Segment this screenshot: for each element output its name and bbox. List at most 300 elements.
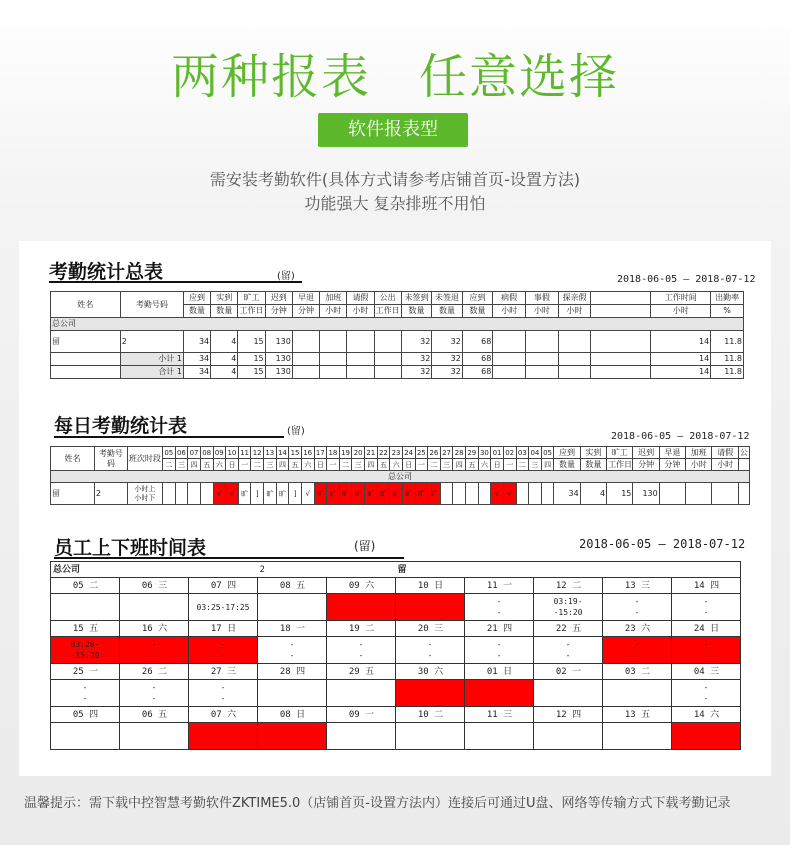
summary-title: 考勤统计总表: [49, 261, 164, 283]
daily-weekday-cell: 五: [289, 459, 302, 471]
tip-text: 温馨提示：需下载中控智慧考勤软件ZKTIME5.0（店铺首页-设置方法内）连接后可通过U盘、网络等传输方式下载考勤记录: [24, 796, 731, 811]
summary-value-cell: 15: [238, 331, 265, 353]
times-company-cell: 总公司: [51, 562, 258, 578]
daily-day-cell: 29: [467, 448, 477, 457]
daily-day-cell: 22: [378, 448, 388, 457]
daily-day-cell: 06: [176, 448, 186, 457]
daily-weekday-cell: 五: [200, 459, 213, 471]
summary-header-cell: 姓名: [51, 292, 121, 318]
summary-range: 2018-06-05 — 2018-07-12: [617, 274, 756, 285]
summary-subheader-cell: 数量: [401, 305, 432, 318]
times-day-cell: 03 二: [603, 664, 672, 680]
daily-total-header: 加班: [686, 447, 712, 459]
times-day-cell: 19 二: [327, 621, 396, 637]
summary-value-cell: 68: [462, 331, 493, 353]
daily-weekday-cell: 四: [541, 459, 554, 471]
times-entry-cell: - -: [258, 637, 327, 664]
daily-total-header: 公: [739, 447, 748, 457]
summary-id-cell: 2: [120, 331, 183, 353]
daily-weekday-cell: 一: [327, 459, 340, 471]
daily-day-cell: 30: [479, 448, 489, 457]
headline-right: 任意选择: [419, 49, 620, 105]
times-empno-cell: 2: [258, 562, 396, 578]
summary-value-cell: [320, 366, 347, 379]
times-entry-cell: [258, 680, 327, 707]
summary-subheader-cell: 小时: [493, 305, 526, 318]
summary-data-row: [51, 353, 744, 366]
times-entry-cell: - -: [189, 637, 258, 664]
times-entry-cell: [465, 680, 534, 707]
summary-value-cell: 4: [211, 366, 238, 379]
summary-header-cell: [591, 292, 651, 305]
daily-weekday-cell: 五: [466, 459, 479, 471]
summary-value-cell: [591, 331, 651, 353]
times-entry-cell: 03:20- -15:20: [51, 637, 120, 664]
daily-total-subheader: 数量: [554, 459, 580, 471]
times-day-cell: 09 一: [327, 707, 396, 723]
install-note: 需安装考勤软件(具体方式请参考店铺首页-设置方法): [209, 170, 581, 189]
summary-value-cell: [493, 331, 526, 353]
times-entry-cell: - -: [603, 637, 672, 664]
daily-day-cell: 15: [290, 448, 300, 457]
summary-value-cell: 4: [211, 331, 238, 353]
summary-subheader-cell: 工作日: [238, 305, 265, 318]
daily-id-header: 考勤号码: [94, 447, 127, 471]
times-entry-cell: - -: [120, 637, 189, 664]
summary-header-cell: 病假: [493, 292, 526, 305]
summary-value-cell: [558, 331, 591, 353]
daily-mark-cell: √: [491, 483, 504, 505]
daily-underline: [54, 436, 284, 438]
summary-value-cell: 32: [432, 353, 463, 366]
times-day-cell: 27 三: [189, 664, 258, 680]
times-day-cell: 30 六: [396, 664, 465, 680]
daily-total-subheader: 小时: [712, 459, 738, 471]
summary-header-cell: 探亲假: [558, 292, 591, 305]
daily-weekday-cell: 三: [264, 459, 277, 471]
summary-value-cell: 68: [462, 353, 493, 366]
daily-day-cell: 07: [189, 448, 199, 457]
daily-weekday-cell: 六: [301, 459, 314, 471]
summary-subheader-cell: 工作日: [374, 305, 401, 318]
summary-header-cell: 未签到: [401, 292, 432, 305]
times-entry-cell: [327, 680, 396, 707]
summary-subheader-cell: [591, 305, 651, 318]
summary-value-cell: 14: [651, 353, 711, 366]
summary-value-cell: 15: [238, 353, 265, 366]
times-entry-row: [51, 680, 741, 707]
daily-weekday-cell: 日: [314, 459, 327, 471]
daily-mark-cell: [541, 483, 554, 505]
times-day-cell: 29 五: [327, 664, 396, 680]
daily-mark-cell: 旷: [327, 483, 340, 505]
daily-mark-cell: √: [503, 483, 516, 505]
summary-value-cell: [374, 366, 401, 379]
summary-value-cell: 34: [183, 353, 210, 366]
summary-value-cell: 130: [265, 366, 292, 379]
daily-id-cell: 2: [94, 483, 127, 505]
daily-shift-header: 班次时段: [127, 447, 162, 471]
daily-day-cell: 26: [429, 448, 439, 457]
summary-value-cell: [558, 353, 591, 366]
summary-data-row: [51, 331, 744, 353]
daily-mark-cell: √: [213, 483, 226, 505]
daily-day-cell: 02: [505, 448, 515, 457]
summary-value-cell: 68: [462, 366, 493, 379]
summary-value-cell: [374, 353, 401, 366]
summary-value-cell: 11.8: [711, 366, 744, 379]
daily-day-cell: 05: [164, 448, 174, 457]
summary-header-cell: 考勤号码: [120, 292, 183, 318]
daily-weekday-cell: 一: [238, 459, 251, 471]
times-day-cell: 14 六: [672, 707, 741, 723]
daily-weekday-cell: 六: [478, 459, 491, 471]
times-day-cell: 26 二: [120, 664, 189, 680]
times-range: 2018-06-05 — 2018-07-12: [579, 537, 746, 551]
daily-weekday-cell: 四: [276, 459, 289, 471]
times-underline: [54, 557, 404, 559]
daily-mark-cell: [440, 483, 453, 505]
daily-range: 2018-06-05 — 2018-07-12: [611, 431, 750, 442]
times-entry-cell: 03:19- -15:20: [534, 594, 603, 621]
daily-weekday-cell: 日: [402, 459, 415, 471]
times-entry-cell: [396, 680, 465, 707]
times-entry-cell: [396, 594, 465, 621]
daily-total-cell: [659, 483, 685, 505]
summary-value-cell: 34: [183, 331, 210, 353]
feature-note: 功能强大 复杂排班不用怕: [304, 194, 486, 213]
times-entry-cell: [534, 723, 603, 750]
times-day-cell: 11 三: [465, 707, 534, 723]
summary-header-cell: 实到: [211, 292, 238, 305]
daily-day-cell: 23: [391, 448, 401, 457]
summary-header-cell: 公出: [374, 292, 401, 305]
summary-value-cell: 130: [265, 353, 292, 366]
daily-mark-cell: 旷: [390, 483, 403, 505]
summary-subheader-cell: 分钟: [265, 305, 292, 318]
daily-day-cell: 21: [366, 448, 376, 457]
daily-day-cell: 04: [530, 448, 540, 457]
times-day-cell: 21 四: [465, 621, 534, 637]
summary-company-row: [51, 318, 744, 331]
report-type-badge: 软件报表型: [318, 113, 468, 147]
summary-subheader-cell: 分钟: [292, 305, 319, 318]
daily-weekday-cell: 二: [428, 459, 441, 471]
times-day-cell: 07 四: [189, 578, 258, 594]
daily-mark-cell: 旷: [314, 483, 327, 505]
daily-weekday-cell: 五: [377, 459, 390, 471]
daily-weekday-cell: 三: [175, 459, 188, 471]
daily-data-row: [51, 483, 750, 505]
summary-value-cell: [347, 353, 374, 366]
summary-value-cell: [525, 366, 558, 379]
times-entry-cell: [258, 723, 327, 750]
times-entry-cell: - -: [189, 680, 258, 707]
summary-value-cell: [591, 366, 651, 379]
daily-total-cell: 15: [607, 483, 633, 505]
times-entry-row: [51, 723, 741, 750]
daily-total-cell: [738, 483, 749, 505]
daily-weekday-cell: 一: [415, 459, 428, 471]
summary-value-cell: 14: [651, 331, 711, 353]
summary-value-cell: [347, 366, 374, 379]
times-day-cell: 15 五: [51, 621, 120, 637]
summary-value-cell: 11.8: [711, 331, 744, 353]
summary-header-cell: 工作时间: [651, 292, 711, 305]
summary-subheader-cell: 数量: [183, 305, 210, 318]
daily-header-row: [51, 447, 750, 459]
summary-data-row: [51, 366, 744, 379]
summary-value-cell: 4: [211, 353, 238, 366]
times-day-cell: 05 四: [51, 707, 120, 723]
daily-weekday-cell: 三: [529, 459, 542, 471]
daily-day-cell: 12: [252, 448, 262, 457]
daily-total-cell: 130: [633, 483, 659, 505]
times-day-cell: 16 六: [120, 621, 189, 637]
times-who: (留): [354, 539, 376, 553]
daily-day-cell: 24: [404, 448, 414, 457]
daily-weekday-cell: 二: [339, 459, 352, 471]
times-day-cell: 10 二: [396, 707, 465, 723]
daily-mark-cell: [516, 483, 529, 505]
daily-mark-cell: 旷: [276, 483, 289, 505]
daily-day-cell: 13: [265, 448, 275, 457]
summary-value-cell: [493, 366, 526, 379]
daily-total-subheader: 分钟: [659, 459, 685, 471]
daily-day-cell: 09: [214, 448, 224, 457]
times-entry-row: [51, 594, 741, 621]
times-day-cell: 12 四: [534, 707, 603, 723]
daily-weekday-cell: 二: [516, 459, 529, 471]
headline: [0, 38, 790, 107]
times-entry-cell: - -: [672, 680, 741, 707]
summary-subheader-cell: 数量: [462, 305, 493, 318]
summary-value-cell: 11.8: [711, 353, 744, 366]
daily-mark-cell: 旷: [352, 483, 365, 505]
daily-mark-cell: [466, 483, 479, 505]
daily-total-subheader: 小时: [686, 459, 712, 471]
times-entry-cell: [51, 723, 120, 750]
summary-company-cell: 总公司: [51, 318, 744, 331]
summary-value-cell: [558, 366, 591, 379]
summary-id-cell: 小计 1: [120, 353, 183, 366]
daily-table: [50, 446, 750, 505]
times-table: [50, 561, 741, 750]
daily-mark-cell: 旷: [365, 483, 378, 505]
daily-total-subheader: [738, 459, 749, 471]
daily-mark-cell: 旷: [339, 483, 352, 505]
times-day-cell: 01 日: [465, 664, 534, 680]
summary-table: [50, 291, 744, 379]
times-day-cell: 06 三: [120, 578, 189, 594]
daily-weekday-cell: 日: [491, 459, 504, 471]
daily-mark-cell: ]: [289, 483, 302, 505]
daily-total-header: 应到: [554, 447, 580, 459]
daily-total-subheader: 工作日: [608, 459, 633, 469]
summary-value-cell: 32: [401, 353, 432, 366]
times-day-cell: 02 一: [534, 664, 603, 680]
daily-day-cell: 17: [315, 448, 325, 457]
daily-company-row: [51, 471, 750, 483]
times-entry-cell: [465, 723, 534, 750]
daily-day-cell: 19: [341, 448, 351, 457]
daily-mark-cell: 旷: [402, 483, 415, 505]
daily-weekday-cell: 二: [251, 459, 264, 471]
summary-value-cell: 32: [432, 366, 463, 379]
daily-weekday-cell: 六: [390, 459, 403, 471]
times-day-cell: 06 五: [120, 707, 189, 723]
report-panel: [19, 241, 771, 776]
daily-total-header: 请假: [712, 447, 738, 459]
summary-header-cell: 事假: [525, 292, 558, 305]
summary-subheader-cell: 数量: [211, 305, 238, 318]
times-day-cell: 08 五: [258, 578, 327, 594]
summary-subheader-cell: 小时: [320, 305, 347, 318]
summary-id-cell: 合计 1: [120, 366, 183, 379]
summary-header-cell: 加班: [320, 292, 347, 305]
times-title: 员工上下班时间表: [54, 537, 207, 559]
daily-mark-cell: ]: [251, 483, 264, 505]
daily-day-cell: 25: [416, 448, 426, 457]
times-entry-cell: - -: [672, 637, 741, 664]
times-entry-cell: 03:25-17:25: [189, 594, 258, 621]
daily-total-cell: 34: [554, 483, 580, 505]
summary-name-cell: [51, 353, 121, 366]
times-day-cell: 07 六: [189, 707, 258, 723]
summary-value-cell: 32: [401, 331, 432, 353]
daily-mark-cell: [175, 483, 188, 505]
summary-header-cell: 请假: [347, 292, 374, 305]
daily-weekday-cell: 一: [503, 459, 516, 471]
summary-subheader-cell: 数量: [432, 305, 463, 318]
daily-weekday-cell: 三: [440, 459, 453, 471]
daily-total-header: 早退: [659, 447, 685, 459]
daily-day-cell: 18: [328, 448, 338, 457]
daily-mark-cell: √: [226, 483, 239, 505]
times-day-row: [51, 664, 741, 680]
summary-subheader-cell: %: [711, 305, 744, 318]
daily-weekday-cell: 三: [352, 459, 365, 471]
times-entry-cell: [672, 723, 741, 750]
times-day-cell: 25 一: [51, 664, 120, 680]
times-entry-cell: - -: [396, 637, 465, 664]
daily-shift-cell: 小时上 小时下: [127, 483, 162, 505]
daily-total-cell: 4: [580, 483, 606, 505]
daily-weekday-cell: 四: [453, 459, 466, 471]
daily-mark-cell: 旷: [415, 483, 428, 505]
times-entry-cell: [120, 594, 189, 621]
times-entry-cell: [603, 723, 672, 750]
times-entry-cell: [189, 723, 258, 750]
summary-value-cell: [347, 331, 374, 353]
times-entry-cell: [120, 723, 189, 750]
times-day-cell: 17 日: [189, 621, 258, 637]
daily-mark-cell: √: [301, 483, 314, 505]
summary-value-cell: 15: [238, 366, 265, 379]
summary-value-cell: [292, 331, 319, 353]
daily-mark-cell: 旷: [238, 483, 251, 505]
times-day-cell: 20 三: [396, 621, 465, 637]
times-day-row: [51, 578, 741, 594]
daily-total-cell: [686, 483, 712, 505]
summary-name-cell: [51, 366, 121, 379]
times-day-cell: 13 三: [603, 578, 672, 594]
times-day-cell: 08 日: [258, 707, 327, 723]
times-entry-cell: - -: [603, 594, 672, 621]
times-entry-cell: [258, 594, 327, 621]
summary-subheader-cell: 小时: [347, 305, 374, 318]
times-day-cell: 04 三: [672, 664, 741, 680]
daily-mark-cell: [453, 483, 466, 505]
summary-header-cell: 早退: [292, 292, 319, 305]
summary-value-cell: [320, 331, 347, 353]
summary-value-cell: [525, 331, 558, 353]
summary-header-row: [51, 292, 744, 305]
daily-total-header: 旷工: [607, 447, 633, 459]
summary-value-cell: 14: [651, 366, 711, 379]
daily-total-header: 实到: [580, 447, 606, 459]
daily-day-cell: 03: [517, 448, 527, 457]
daily-weekday-cell: 四: [365, 459, 378, 471]
times-day-cell: 24 日: [672, 621, 741, 637]
times-company-row: [51, 562, 741, 578]
daily-weekday-cell: 六: [213, 459, 226, 471]
times-day-cell: 28 四: [258, 664, 327, 680]
summary-value-cell: 130: [265, 331, 292, 353]
daily-name-cell: 留: [51, 483, 95, 505]
daily-mark-cell: [188, 483, 201, 505]
times-entry-cell: [327, 723, 396, 750]
summary-value-cell: [525, 353, 558, 366]
daily-day-cell: 11: [240, 448, 250, 457]
daily-mark-cell: 旷: [428, 483, 441, 505]
daily-total-subheader: 分钟: [633, 459, 659, 471]
summary-subheader-cell: 小时: [525, 305, 558, 318]
daily-mark-cell: 旷: [264, 483, 277, 505]
daily-weekday-cell: 二: [163, 459, 176, 471]
times-entry-cell: [534, 680, 603, 707]
daily-company-cell: 总公司: [51, 471, 750, 483]
daily-mark-cell: [163, 483, 176, 505]
daily-total-subheader: 数量: [580, 459, 606, 471]
daily-day-cell: 01: [492, 448, 502, 457]
summary-header-cell: 应到: [462, 292, 493, 305]
times-entry-cell: [51, 594, 120, 621]
daily-day-cell: 05: [543, 448, 553, 457]
summary-underline: [49, 281, 302, 283]
daily-day-cell: 27: [442, 448, 452, 457]
times-entry-cell: - -: [465, 637, 534, 664]
summary-value-cell: [320, 353, 347, 366]
summary-name-cell: 留: [51, 331, 121, 353]
times-day-cell: 10 日: [396, 578, 465, 594]
summary-value-cell: [591, 353, 651, 366]
times-entry-cell: - -: [51, 680, 120, 707]
daily-mark-cell: 旷: [377, 483, 390, 505]
times-entry-cell: - -: [672, 594, 741, 621]
times-day-cell: 18 一: [258, 621, 327, 637]
daily-total-cell: [712, 483, 738, 505]
summary-header-cell: 应到: [183, 292, 210, 305]
summary-header-cell: 迟到: [265, 292, 292, 305]
daily-day-cell: 28: [454, 448, 464, 457]
times-day-cell: 11 一: [465, 578, 534, 594]
summary-subheader-cell: 小时: [651, 305, 711, 318]
times-day-cell: 23 六: [603, 621, 672, 637]
times-day-row: [51, 621, 741, 637]
daily-weekday-cell: 四: [188, 459, 201, 471]
times-entry-cell: - -: [327, 637, 396, 664]
